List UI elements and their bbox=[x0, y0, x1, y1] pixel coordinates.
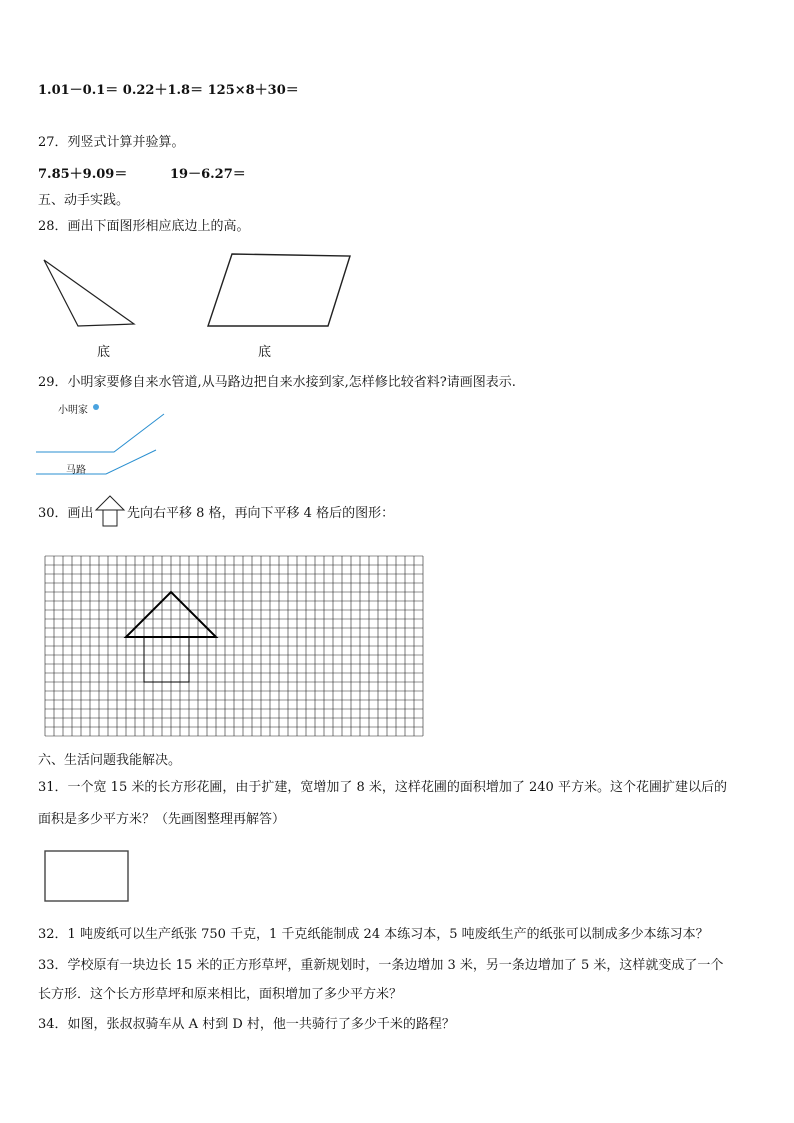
q28-title: 28．画出下面图形相应底边上的高。 bbox=[38, 219, 250, 234]
q32-text: 32．1 吨废纸可以生产纸张 750 千克，1 千克纸能制成 24 本练习本，5 吨废纸生产的纸张可以制成多少本练习本？ bbox=[38, 927, 709, 942]
q27-title: 27．列竖式计算并验算。 bbox=[38, 135, 185, 150]
triangle-base-label: 底 bbox=[97, 345, 111, 360]
translation-grid bbox=[45, 556, 435, 742]
q27-expr2: 19－6.27＝ bbox=[170, 167, 246, 182]
q34-text: 34．如图，张叔叔骑车从 A 村到 D 村，他一共骑行了多少千米的路程？ bbox=[38, 1017, 455, 1032]
q31-line2: 面积是多少平方米？（先画图整理再解答） bbox=[38, 812, 286, 827]
rectangle-figure bbox=[44, 850, 134, 906]
q33-line2: 长方形．这个长方形草坪和原来相比，面积增加了多少平方米？ bbox=[38, 987, 403, 1002]
parallelogram-base-label: 底 bbox=[258, 345, 272, 360]
q27-expr1: 7.85＋9.09＝ bbox=[38, 167, 128, 182]
road-label: 马路 bbox=[66, 465, 86, 476]
q33-line1: 33．学校原有一块边长 15 米的正方形草坪，重新规划时，一条边增加 3 米，另一条边增加了 5 米，这样就变成了一个 bbox=[38, 958, 724, 973]
q30-prefix: 30．画出 bbox=[38, 506, 94, 521]
parallelogram-figure bbox=[0, 0, 794, 340]
section6-heading: 六、生活问题我能解决。 bbox=[38, 753, 182, 768]
road-figure bbox=[36, 410, 236, 490]
house-body-shape bbox=[144, 637, 189, 682]
q29-title: 29．小明家要修自来水管道,从马路边把自来水接到家,怎样修比较省料?请画图表示. bbox=[38, 375, 516, 390]
q31-line1: 31．一个宽 15 米的长方形花圃，由于扩建，宽增加了 8 米，这样花圃的面积增加了 240 平方米。这个花圃扩建以后的 bbox=[38, 780, 727, 795]
section5-heading: 五、动手实践。 bbox=[38, 193, 130, 208]
calc-line: 1.01－0.1＝ 0.22＋1.8＝ 125×8＋30＝ bbox=[38, 83, 299, 98]
home-label: 小明家 bbox=[58, 405, 88, 416]
q30-suffix: 先向右平移 8 格，再向下平移 4 格后的图形： bbox=[127, 506, 395, 521]
